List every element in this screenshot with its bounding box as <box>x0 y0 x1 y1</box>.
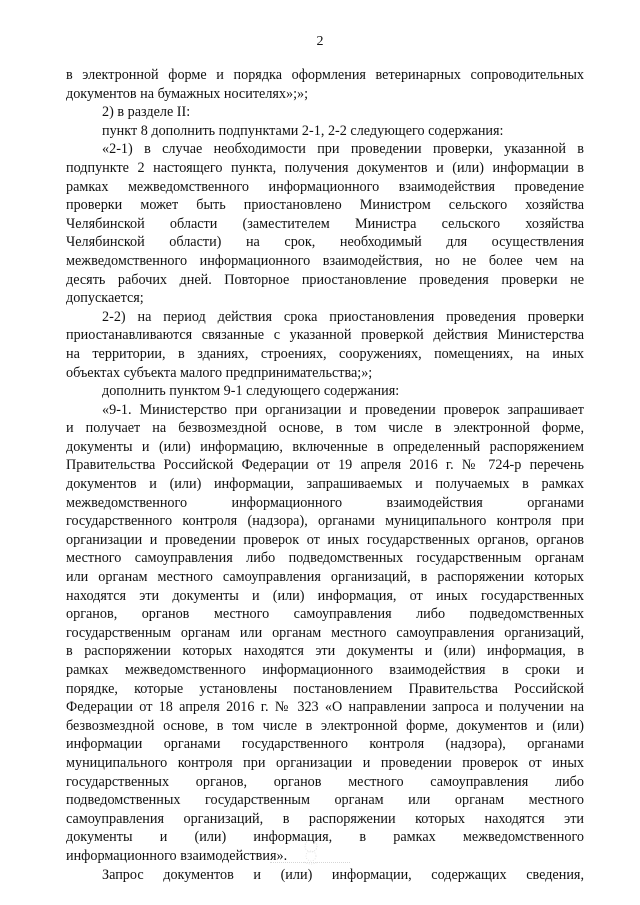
text-line: 2-2) на период действия срока приостановления проведения проверки <box>102 308 584 325</box>
text-line: рамках межведомственного информационного взаимодействия в сроки и <box>66 662 584 678</box>
text-line: рамках межведомственного информационного взаимодействия проведение <box>66 178 584 195</box>
text-line: организации и проведении проверок от иных государственных органов, органов <box>66 531 584 548</box>
text-line: документов на бумажных носителях»;»; <box>66 85 309 102</box>
text-line: подведомственных государственным органам или органам местного <box>66 792 584 809</box>
text-line: Федерации от 18 апреля 2016 г. № 323 «О направлении запроса и получении на <box>66 699 584 716</box>
text-line: органов, органов местного самоуправления либо подведомственных <box>66 606 584 623</box>
text-line: 2) в разделе II: <box>102 104 191 121</box>
stamp-dots <box>270 862 350 867</box>
text-line: государственным органам или органам местного самоуправления организаций, <box>66 624 584 641</box>
document-body <box>66 66 584 884</box>
text-line: государственных органов, органов местного самоуправления либо <box>66 773 584 790</box>
text-line: муниципального контроля при организации и проведении проверок от иных <box>66 754 584 771</box>
text-line: межведомственного информационного взаимодействия органами <box>66 494 584 511</box>
text-line: информационного взаимодействия». <box>66 847 288 864</box>
text-line: Правительства Российской Федерации от 19 апреля 2016 г. № 724-р перечень <box>66 457 584 474</box>
text-line: информации органами государственного контроля (надзора), органами <box>66 736 584 753</box>
text-line: или органам местного самоуправления организаций, в распоряжении которых <box>66 569 584 586</box>
text-line: межведомственного информационного взаимодействия, но не более чем на <box>66 252 584 269</box>
text-line: проверки может быть приостановлено Министром сельского хозяйства <box>66 197 584 214</box>
text-line: дополнить пунктом 9-1 следующего содержания: <box>102 383 400 400</box>
text-line: документы и (или) информация, в рамках межведомственного <box>66 829 584 846</box>
text-line: приостанавливаются связанные с указанной проверкой действия Министерства <box>66 327 584 344</box>
text-line: десять рабочих дней. Повторное приостановление проведения проверки не <box>66 271 584 288</box>
text-line: допускается; <box>66 290 144 307</box>
text-line: «2-1) в случае необходимости при проведении проверки, указанной в <box>102 141 584 158</box>
text-line: документы и (или) информацию, включенные в определенный распоряжением <box>66 438 584 455</box>
page-number: 2 <box>316 34 324 49</box>
text-line: в распоряжении которых находятся эти документы и (или) информация, в <box>66 643 584 660</box>
text-line: Запрос документов и (или) информации, содержащих сведения, <box>102 866 584 883</box>
text-line: находятся эти документы и (или) информация, от иных государственных <box>66 587 584 604</box>
text-line: документов и (или) информации, запрашиваемых и получаемых в рамках <box>66 476 584 493</box>
text-line: на территории, в зданиях, строениях, сооружениях, помещениях, на иных <box>66 345 584 362</box>
text-line: государственного контроля (надзора), органами муниципального контроля при <box>66 513 584 530</box>
text-line: Челябинской области) на срок, необходимый для осуществления <box>66 234 584 251</box>
text-line: Челябинской области (заместителем Министра сельского хозяйства <box>66 215 584 232</box>
text-line: порядке, которые установлены постановлением Правительства Российской <box>66 680 584 697</box>
text-line: и получает на безвозмездной основе, в том числе в электронной форме, <box>66 420 584 437</box>
text-line: местного самоуправления либо подведомственных государственным органам <box>66 550 584 567</box>
text-line: в электронной форме и порядка оформления ветеринарных сопроводительных <box>66 67 584 83</box>
text-line: объектах субъекта малого предпринимательства;»; <box>66 364 373 381</box>
text-line: безвозмездной основе, в том числе в электронной форме, документов и (или) <box>66 717 584 734</box>
text-line: подпункте 2 настоящего пункта, получения документов и (или) информации в <box>66 159 584 176</box>
text-line: пункт 8 дополнить подпунктами 2-1, 2-2 следующего содержания: <box>102 122 504 139</box>
text-line: «9-1. Министерство при организации и проведении проверок запрашивает <box>102 401 584 418</box>
text-line: самоуправления организаций, в распоряжении которых находятся эти <box>66 810 584 827</box>
